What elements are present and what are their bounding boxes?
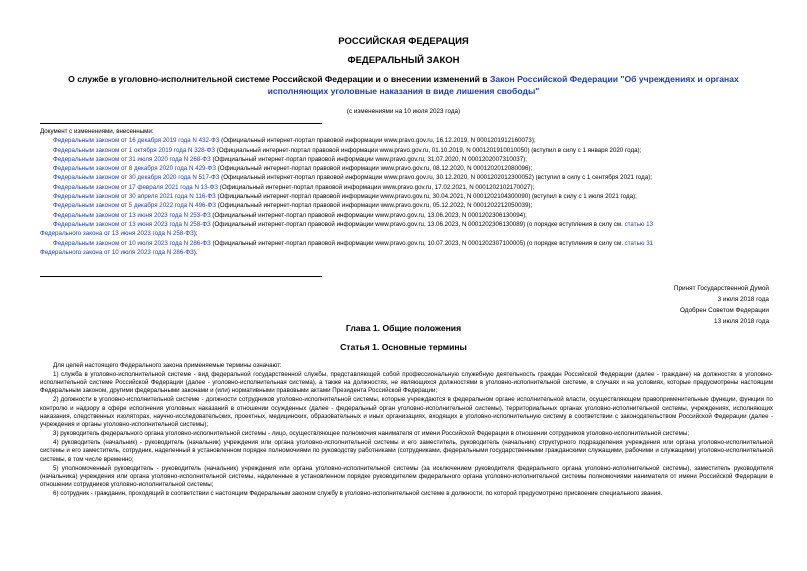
article-heading: Статья 1. Основные термины [340,342,467,352]
law-link[interactable]: Федерального закона от 13 июня 2023 года N 258-ФЗ [40,230,194,238]
amendments-list [40,127,775,257]
law-title-text: О службе в уголовно-исполнительной системе Российской Федерации и о внесении изменений в [68,74,490,84]
amendment-item [40,183,775,192]
divider-bottom [40,276,322,277]
law-title-link-2[interactable]: исполняющих уголовные наказания в виде лишения свободы" [267,85,540,96]
amendment-source: (Официальный интернет-портал правовой информации www.pravo.gov.ru, 16.12.2019, N 0001201912160073); [219,137,536,145]
amendment-item [40,211,775,220]
amendment-source: (Официальный интернет-портал правовой информации www.pravo.gov.ru, 10.07.2023, N 0001202307100005) (о порядке вступления в силу см. [210,239,625,247]
paragraph: 4) руководитель (начальник) - руководитель (начальник) учреждения или органа уголовно-исполнительной системы и его заместитель, руководитель (начальник) структурного подразделения учреждения или органа уголовно-исполнительной системы и его заместитель, сотрудник, наделенный в установленном порядке полномочиями по руководству работниками (сотрудниками, федеральными государственными гражданскими служащими, рабочими и служащими) уголовно-исполнительной системы, в том числе временно; [40,439,773,463]
paragraph: 3) руководитель федерального органа уголовно-исполнительной системы - лицо, осуществляющее полномочия нанимателя от имени Российской Федерации в отношении сотрудников уголовно-исполнительной системы; [53,430,690,438]
amendment-source: (Официальный интернет-портал правовой информации www.pravo.gov.ru, 13.06.2023, N 0001202306130094); [210,211,527,219]
council-approved: Одобрен Советом Федерации [679,307,769,314]
law-title-link-1[interactable]: Закон Российской Федерации "Об учреждениях и органах [489,74,739,84]
amendment-item [40,239,775,248]
amendment-link[interactable]: Федеральным законом от 13 июня 2023 года N 258-ФЗ [53,220,211,228]
law-link[interactable]: Федерального закона от 10 июля 2023 года N 286-ФЗ [40,248,194,256]
amendment-link[interactable]: Федеральным законом от 16 декабря 2019 года N 432-ФЗ [53,137,220,145]
amendment-source: ); [193,230,198,238]
amendment-source: (Официальный интернет-портал правовой информации www.pravo.gov.ru, 30.12.2020, N 0001202012300052) (вступил в силу с 1 сентября 2021 года); [219,174,652,182]
divider-top [40,123,322,124]
paragraph: 6) сотрудник - гражданин, проходящий в соответствии с настоящим Федеральным законом службу в уголовно-исполнительной системе в должности, по которой предусмотрено присвоение специального звания. [53,490,663,498]
amendments-heading: Документ с изменениями, внесенными: [40,128,154,135]
paragraph: 5) уполномоченный руководитель - руководитель (начальник) учреждения или органа уголовно-исполнительной системы (за исключением руководителя федерального органа уголовно-исполнительной системы), заместитель руководителя (начальника) учреждения или органа уголовно-исполнительной системы, наделенные в установленном порядке руководителем федерального органа уголовно-исполнительной системы полномочиями нанимателя от имени Российской Федерации в отношении сотрудников уголовно-исполнительной системы; [40,464,773,489]
revision-note: (с изменениями на 10 июля 2023 года) [346,108,461,115]
amendment-item [40,155,775,164]
amendment-source: (Официальный интернет-портал правовой информации www.pravo.gov.ru, 31.07.2020, N 0001202007310037); [210,155,527,163]
amendment-item-continuation [40,248,775,257]
acceptance-block [674,283,769,327]
amendment-link[interactable]: Федеральным законом от 13 июня 2023 года N 253-ФЗ [53,211,211,219]
duma-accepted: Принят Государственной Думой [673,285,769,292]
amendment-link[interactable]: Федеральным законом от 30 декабря 2020 года N 517-ФЗ [53,174,220,182]
article-link[interactable]: статью 31 [624,239,654,247]
amendment-item [40,164,775,173]
amendment-item [40,192,775,201]
paragraph: Для целей настоящего Федерального закона применяемые термины означают: [53,362,282,369]
country-heading: РОССИЙСКАЯ ФЕДЕРАЦИЯ [338,36,469,47]
amendment-item [40,201,775,210]
amendment-link[interactable]: Федеральным законом от 8 декабря 2020 года N 429-ФЗ [53,165,216,173]
duma-date: 3 июля 2018 года [717,296,769,303]
amendment-source: (Официальный интернет-портал правовой информации www.pravo.gov.ru, 01.10.2019, N 0001201910010050) (вступил в силу с 1 января 2020 года); [215,146,642,154]
amendment-source: (Официальный интернет-портал правовой информации www.pravo.gov.ru, 17.02.2021, N 0001202102170027); [218,183,535,191]
amendment-source: (Официальный интернет-портал правовой информации www.pravo.gov.ru, 08.12.2020, N 0001202012080096); [215,165,533,173]
amendment-link[interactable]: Федеральным законом от 31 июля 2020 года N 268-ФЗ [53,155,211,163]
amendment-item [40,146,775,155]
chapter-heading: Глава 1. Общие положения [345,323,462,333]
amendment-item [40,173,775,182]
amendment-source: ). [193,248,198,256]
amendment-source: (Официальный интернет-портал правовой информации www.pravo.gov.ru, 13.06.2023, N 0001202306130089) (о порядке вступления в силу см. [210,220,625,228]
article-link[interactable]: статью 13 [624,220,654,228]
amendment-link[interactable]: Федеральным законом от 1 октября 2019 года N 328-ФЗ [53,146,216,154]
paragraph: 1) служба в уголовно-исполнительной системе - вид федеральной государственной службы, представляющей собой профессиональную служебную деятельность граждан Российской Федерации (далее - граждане) на должностях в уголовно-исполнительной системе Российской Федерации (далее - уголовно-исполнительная система), а также на должностях, не являющихся должностями в уголовно-исполнительной системе, в случаях и на условиях, которые предусмотрены настоящим Федеральным законом, другими федеральными законами и (или) нормативными правовыми актами Президента Российской Федерации; [40,370,773,395]
amendment-link[interactable]: Федеральным законом от 10 июля 2023 года N 286-ФЗ [53,239,211,247]
amendment-source: (Официальный интернет-портал правовой информации www.pravo.gov.ru, 05.12.2022, N 0001202212050039); [215,202,533,210]
law-title [45,74,762,97]
amendment-item [40,220,775,229]
doc-type-heading: ФЕДЕРАЛЬНЫЙ ЗАКОН [347,55,460,66]
amendment-link[interactable]: Федеральным законом от 5 декабря 2022 года N 496-ФЗ [53,202,216,210]
amendment-link[interactable]: Федеральным законом от 30 апреля 2021 года N 116-ФЗ [53,193,216,201]
amendment-link[interactable]: Федеральным законом от 17 февраля 2021 года N 13-ФЗ [53,183,219,191]
paragraph: 2) должности в уголовно-исполнительной системе - должности сотрудников уголовно-исполнительной системы, которые учреждаются в федеральном органе исполнительной власти, осуществляющем правоприменительные функции, функции по контролю и надзору в сфере исполнения уголовных наказаний в отношении осужденных (далее - федеральный орган уголовно-исполнительной системы), территориальных органах уголовно-исполнительной системы, учреждениях, исполняющих наказания, следственных изоляторах, научно-исследовательских, проектных, медицинских, образовательных и иных организациях, входящих в уголовно-исполнительную систему в соответствии с законодательством Российской Федерации (далее - учреждения и органы уголовно-исполнительной системы); [40,396,773,429]
amendment-source: (Официальный интернет-портал правовой информации www.pravo.gov.ru, 30.04.2021, N 0001202104300090) (вступил в силу с 1 июля 2021 года); [215,193,637,201]
amendment-item [40,136,775,145]
article-body [40,362,773,499]
council-date: 13 июля 2018 года [714,318,769,325]
amendment-item-continuation [40,229,775,238]
